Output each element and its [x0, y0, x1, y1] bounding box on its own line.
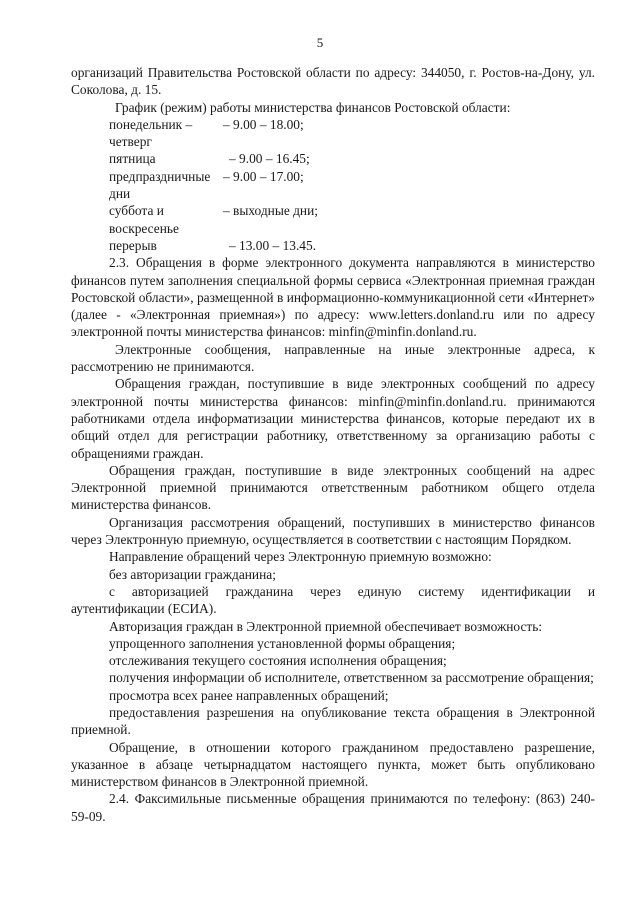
list-item: получения информации об исполнителе, ответственном за рассмотрение обращения; [109, 670, 594, 686]
list-item: предоставления разрешения на опубликование текста обращения в Электронной приемной. [71, 704, 595, 738]
schedule-time: – 9.00 – 16.45; [229, 151, 310, 167]
list-item: без авторизации гражданина; [109, 566, 276, 582]
paragraph: Направление обращений через Электронную приемную возможно: [109, 549, 492, 565]
schedule-day: понедельник – четверг [109, 116, 193, 150]
paragraph: Обращение, в отношении которого гражданином предоставлено разрешение, указанное в абзаце четырнадцатом настоящего пункта, может быть опубликовано министерством финансов в Электронной приемной. [71, 739, 595, 790]
schedule-time: – 13.00 – 13.45. [229, 237, 317, 253]
schedule-time: – 9.00 – 17.00; [223, 168, 304, 184]
paragraph: Организация рассмотрения обращений, поступивших в министерство финансов через Электронную приемную, осуществляется в соответствии с настоящим Порядком. [71, 514, 595, 548]
document-body [71, 64, 595, 825]
paragraph: Электронные сообщения, направленные на иные электронные адреса, к рассмотрению не принимаются. [71, 341, 595, 375]
schedule-row [71, 168, 595, 203]
schedule-title: График (режим) работы министерства финансов Ростовской области: [115, 99, 511, 115]
schedule-day: пятница [109, 151, 156, 167]
list-item: упрощенного заполнения установленной формы обращения; [109, 635, 456, 651]
schedule-row [71, 150, 595, 167]
page-number: 5 [316, 35, 324, 50]
schedule-row [71, 116, 595, 151]
list-item: просмотра всех ранее направленных обращений; [109, 687, 389, 703]
schedule-day: предпраздничные дни [109, 168, 211, 202]
schedule-time: – 9.00 – 18.00; [223, 116, 304, 132]
paragraph: Авторизация граждан в Электронной приемной обеспечивает возможность: [109, 618, 543, 634]
paragraph-2-4: 2.4. Факсимильные письменные обращения принимаются по телефону: (863) 240-59-09. [71, 791, 595, 824]
paragraph: Обращения граждан, поступившие в виде электронных сообщений по адресу электронной почты министерства финансов: minfin@minfin.donland.ru. принимаются работниками отдела информатизации министерства финансов, которые передают их в общий отдел для регистрации работнику, ответственному за организацию работы с обращениями граждан. [71, 376, 595, 461]
intro-paragraph: организаций Правительства Ростовской области по адресу: 344050, г. Ростов-на-Дону, ул. Соколова, д. 15. [71, 65, 595, 98]
schedule-day: перерыв [109, 237, 157, 253]
schedule-row [71, 202, 595, 237]
list-item: отслеживания текущего состояния исполнения обращения; [109, 653, 447, 669]
paragraph-2-3: 2.3. Обращения в форме электронного документа направляются в министерство финансов путем заполнения специальной формы сервиса «Электронная приемная граждан Ростовской области», размещенной в информационно-коммуникационной сети «Интернет» (далее - «Электронная приемная») по адресу: www.letters.donland.ru или по адресу электронной почты министерства финансов: minfin@minfin.donland.ru. [71, 255, 595, 340]
schedule-row [71, 237, 595, 254]
schedule-day: суббота и воскресенье [109, 203, 179, 236]
schedule-time: – выходные дни; [223, 203, 318, 219]
paragraph: Обращения граждан, поступившие в виде электронных сообщений на адрес Электронной приемной принимаются ответственным работником общего отдела министерства финансов. [71, 462, 595, 513]
list-item: с авторизацией гражданина через единую систему идентификации и аутентификации (ЕСИА). [71, 583, 595, 617]
